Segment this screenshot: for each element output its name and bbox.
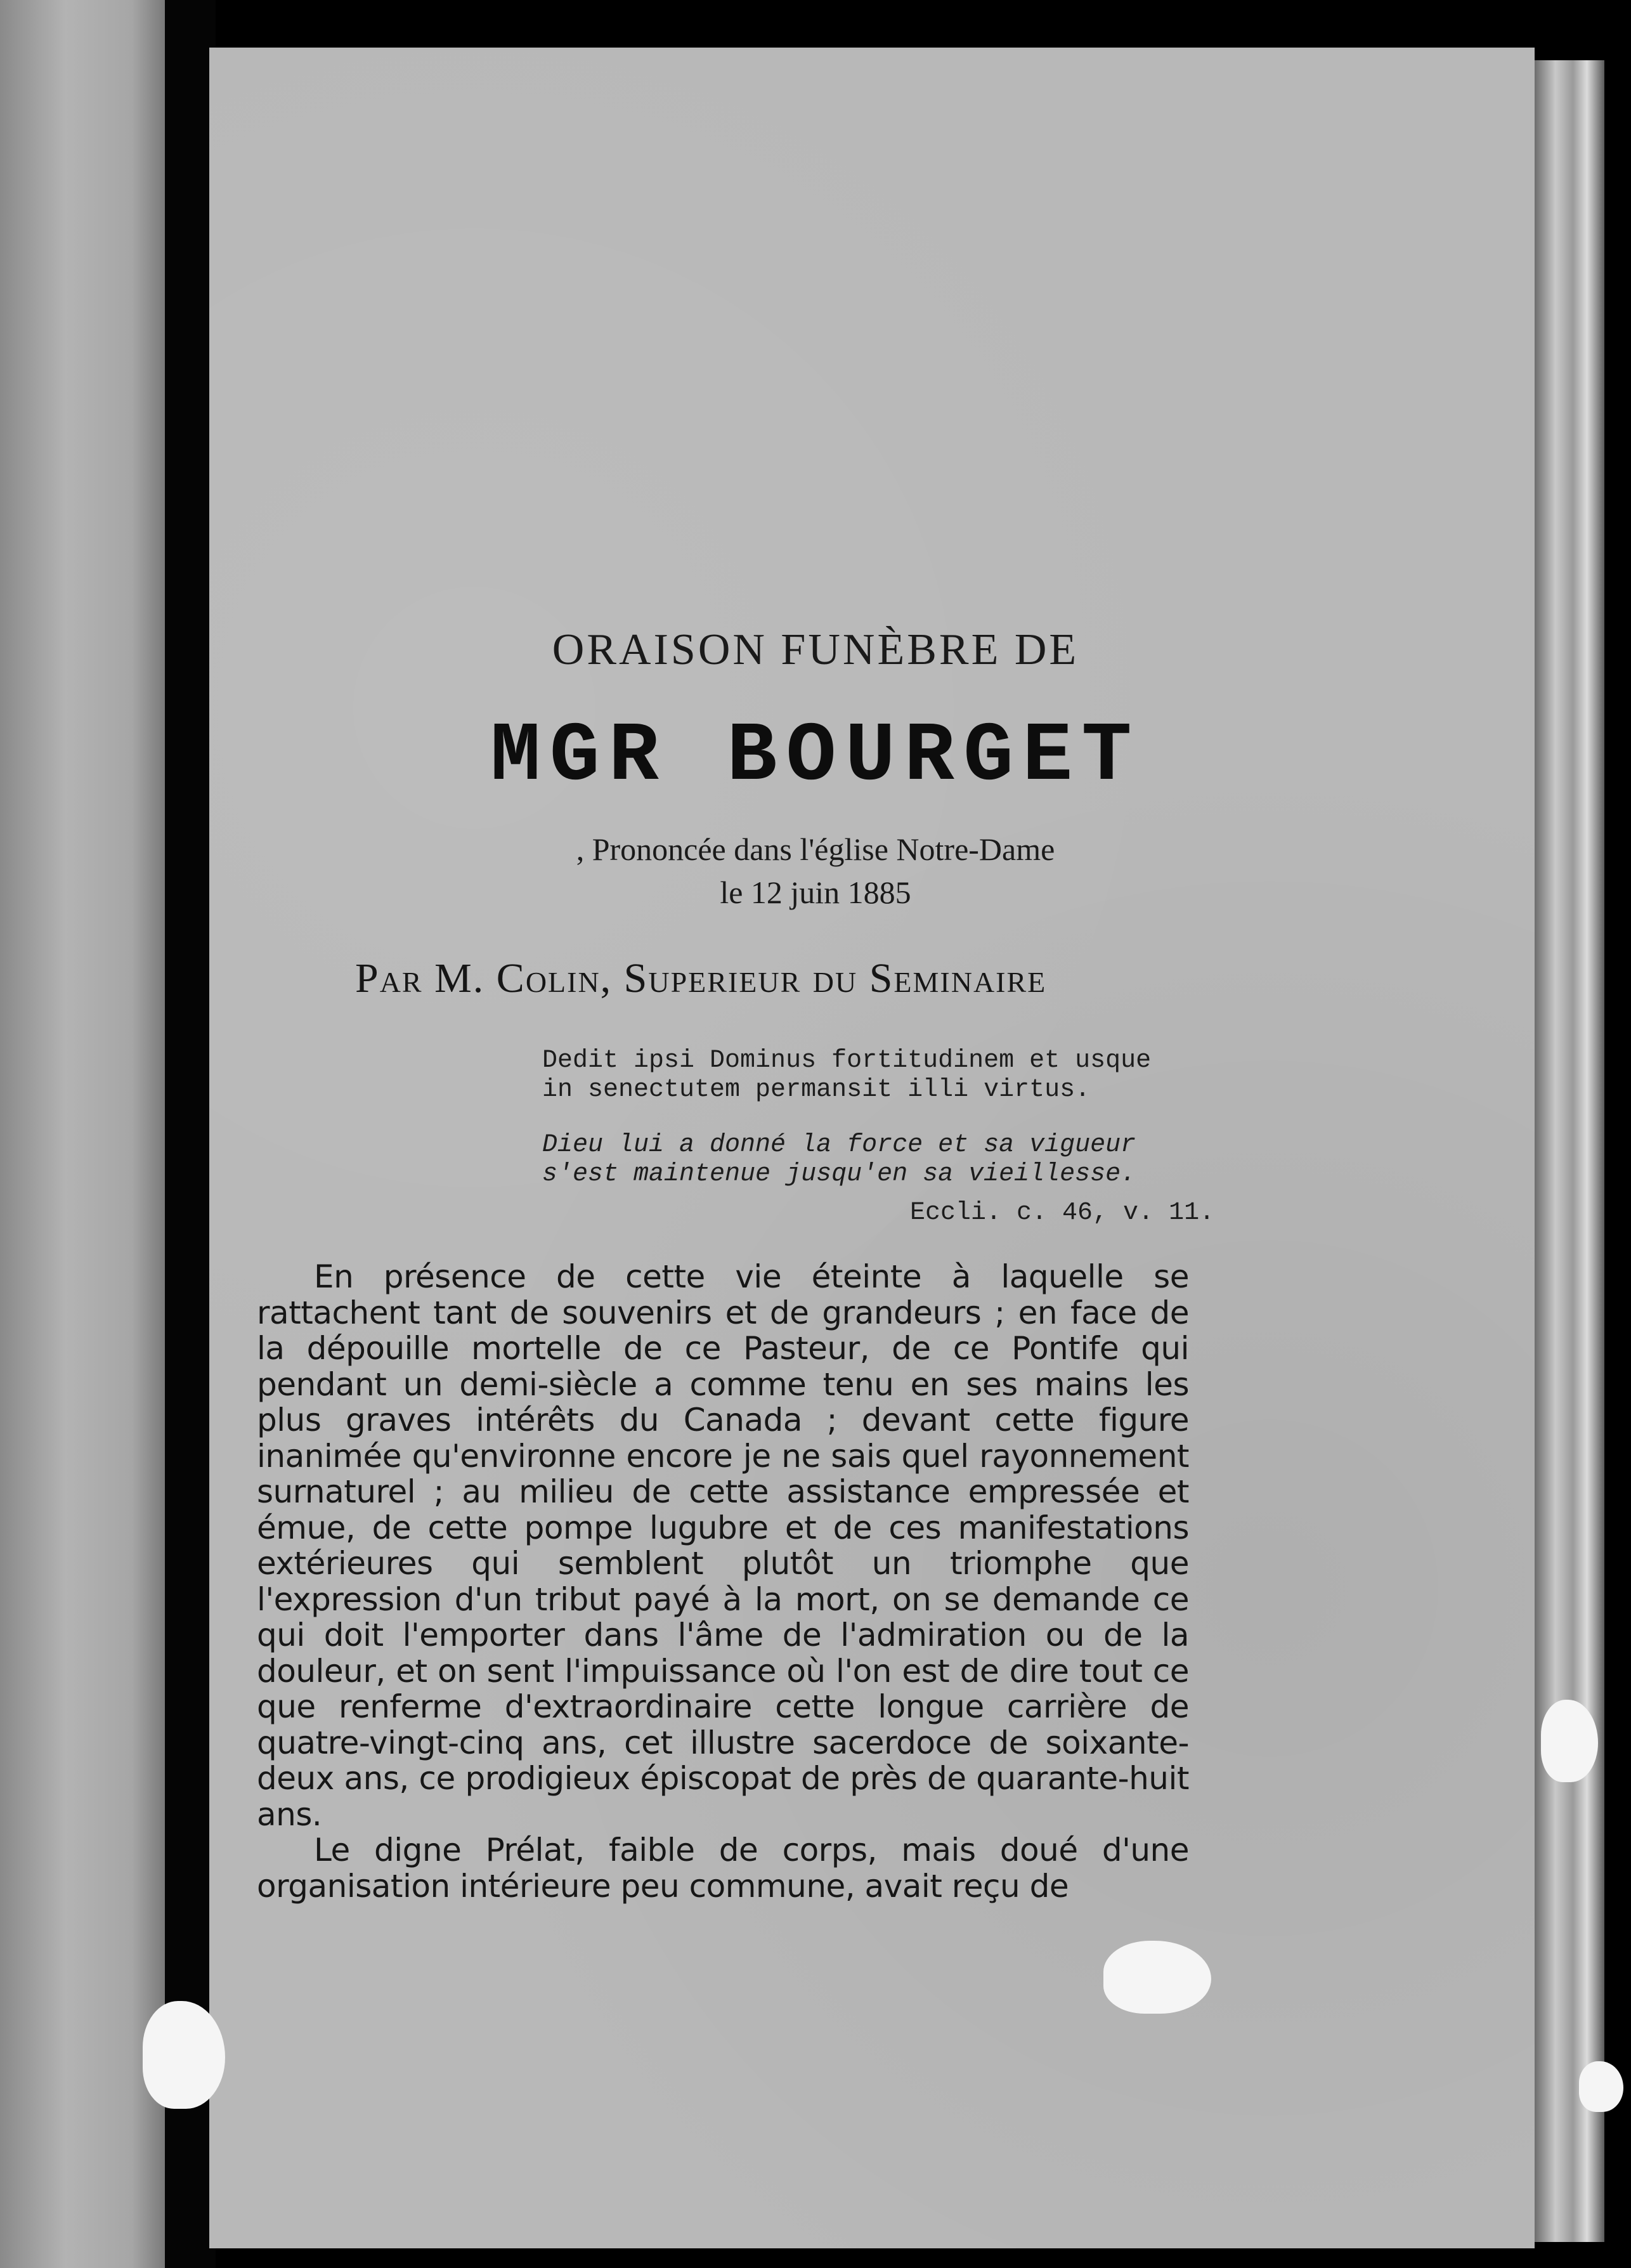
paragraph-1: En présence de cette vie éteinte à laquelle se rattachent tant de souvenirs et de grandeurs ; en face de la dépouille mortelle de ce Pasteur, de ce Pontife qui pendant un demi-siècle a comme tenu en ses mains les plus graves intérêts du Canada ; devant cette figure inanimée qu'environne encore je ne sais quel rayonnement surnaturel ; au milieu de cette assistance empressée et émue, de cette pompe lugubre et de ces manifestations extérieures qui semblent plutôt un triomphe que l'expression d'un tribut payé à la mort, on se demande ce qui doit l'emporter dans l'âme de l'admiration ou de la douleur, et on sent l'impuissance où l'on est de dire tout ce que renferme d'extraordinaire cette longue carrière de quatre-vingt-cinq ans, cet illustre sacerdoce de soixante-deux ans, ce prodigieux épiscopat de près de quarante-huit ans. (257, 1258, 1189, 1833)
epigraph-reference: Eccli. c. 46, v. 11. (910, 1199, 1215, 1227)
book-gutter (165, 0, 216, 2268)
title-line: ORAISON FUNÈBRE DE (552, 625, 1079, 674)
left-page-edge (0, 0, 165, 2268)
main-title: MGR BOURGET (490, 709, 1141, 804)
epigraph-latin: Dedit ipsi Dominus fortitudinem et usque in senectutem permansit illi virtus. (542, 1046, 1152, 1104)
epigraph-french: Dieu lui a donné la force et sa vigueur s'est maintenue jusqu'en sa vieillesse. (542, 1131, 1136, 1189)
body-text (257, 1259, 1189, 1904)
paper-damage-spot (1541, 1700, 1598, 1782)
paragraph-2: Le digne Prélat, faible de corps, mais doué d'une organisation intérieure peu commune, avait reçu de (257, 1832, 1189, 1905)
author-line: Par M. Colin, Superieur du Seminaire (355, 955, 1047, 1001)
paper-damage-spot (1103, 1941, 1211, 2014)
paper-damage-spot (1579, 2061, 1623, 2112)
right-page-edge (1535, 60, 1604, 2242)
subtitle-line-2: le 12 juin 1885 (720, 875, 911, 910)
subtitle-line-1: , Prononcée dans l'église Notre-Dame (576, 831, 1055, 867)
